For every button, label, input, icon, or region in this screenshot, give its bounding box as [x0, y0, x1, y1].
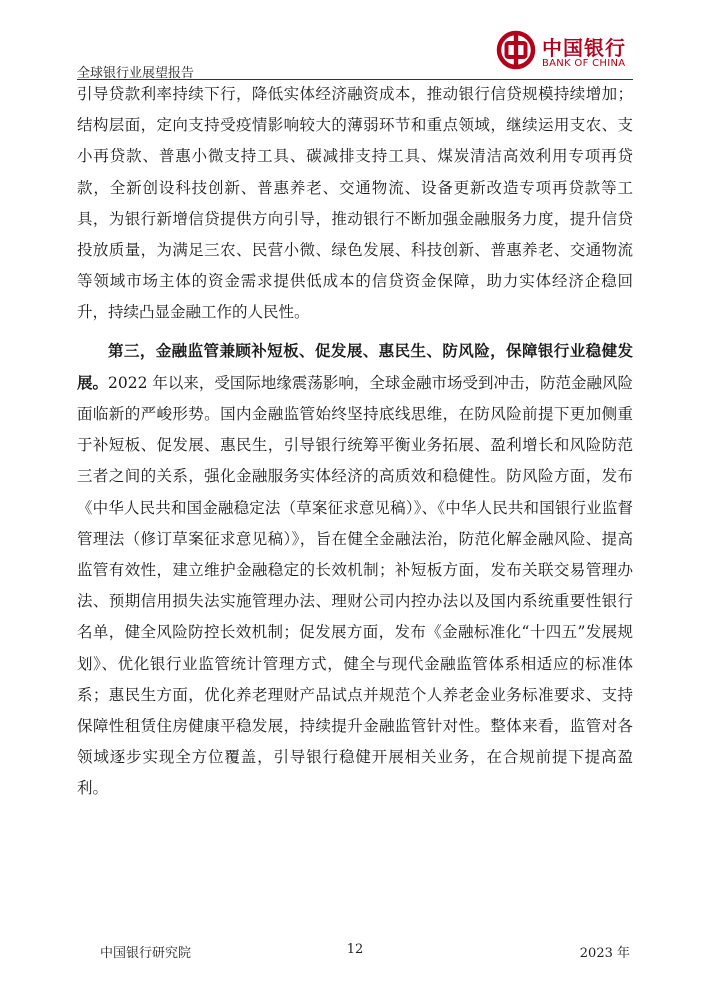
page-number: 12: [346, 942, 364, 957]
footer-institution: 中国银行研究院: [100, 946, 192, 961]
logo-chinese-name: 中国银行: [542, 36, 626, 60]
document-body: [77, 79, 633, 805]
paragraph-2: [77, 335, 633, 805]
paragraph-2-text: 2022 年以来，受国际地缘震荡影响，全球金融市场受到冲击，防范金融风险面临新的严峻形势。国内金融监管始终坚持底线思维，在防风险前提下更加侧重于补短板、促发展、惠民生，引导银行统筹平衡业务拓展、盈利增长和风险防范三者之间的关系，强化金融服务实体经济的高质效和稳健性。防风险方面，发布《中华人民共和国金融稳定法（草案征求意见稿）》、《中华人民共和国银行业监督管理法（修订草案征求意见稿）》，旨在健全金融法治，防范化解金融风险、提高监管有效性，建立维护金融稳定的长效机制；补短板方面，发布关联交易管理办法、预期信用损失法实施管理办法、理财公司内控办法以及国内系统重要性银行名单，健全风险防控长效机制；促发展方面，发布《金融标准化“十四五”发展规划》、优化银行业监管统计管理方式，健全与现代金融监管体系相适应的标准体系；惠民生方面，优化养老理财产品试点并规范个人养老金业务标准要求、支持保障性租赁住房健康平稳发展，持续提升金融监管针对性。整体来看，监管对各领域逐步实现全方位覆盖，引导银行稳健开展相关业务，在合规前提下提高盈利。: [77, 373, 633, 798]
logo-english-name: BANK OF CHINA: [542, 58, 626, 69]
paragraph-1: 引导贷款利率持续下行，降低实体经济融资成本，推动银行信贷规模持续增加；结构层面，定向支持受疫情影响较大的薄弱环节和重点领域，继续运用支农、支小再贷款、普惠小微支持工具、碳减排支持工具、煤炭清洁高效利用专项再贷款，全新创设科技创新、普惠养老、交通物流、设备更新改造专项再贷款等工具，为银行新增信贷提供方向引导，推动银行不断加强金融服务力度，提升信贷投放质量，为满足三农、民营小微、绿色发展、科技创新、普惠养老、交通物流等领域市场主体的资金需求提供低成本的信贷资金保障，助力实体经济企稳回升，持续凸显金融工作的人民性。: [77, 85, 633, 322]
paragraph-2-lead: 第三，金融监管兼顾补短板、促发展、惠民生、防风险，保障银行业稳健发展。: [77, 340, 633, 392]
footer-year: 2023 年: [579, 946, 630, 961]
page-header-title: 全球银行业展望报告: [77, 66, 195, 81]
bank-of-china-logo-icon: [496, 30, 536, 70]
bank-logo: [496, 30, 646, 78]
